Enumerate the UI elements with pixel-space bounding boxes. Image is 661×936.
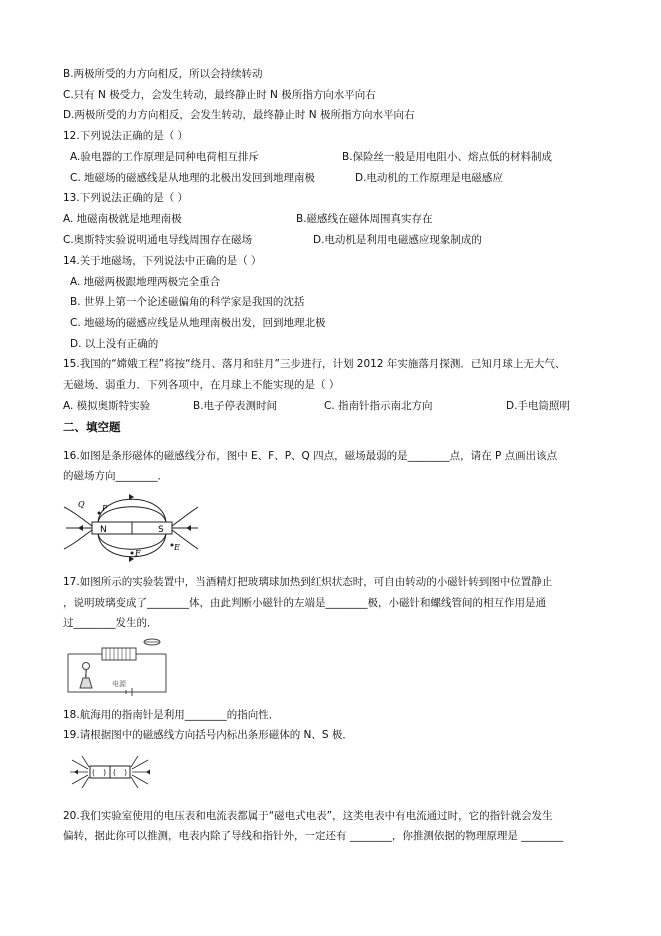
- q15-option-a: A. 模拟奥斯特实验: [63, 400, 151, 412]
- q13-option-b: B.磁感线在磁体周围真实存在: [296, 213, 433, 225]
- q12-row-ab: [70, 150, 630, 164]
- q20-stem-line1: 20.我们实验室使用的电压表和电流表都属于“磁电式电表”，这类电表中有电流通过时，它的指针就会发生: [63, 810, 553, 822]
- magnet-s-label: S: [158, 525, 164, 535]
- q12-option-c: C. 地磁场的磁感线是从地理的北极出发回到地理南极: [70, 172, 316, 184]
- q20-stem-line2: 偏转，据此你可以推测，电表内除了导线和指针外，一定还有 ________，你推测依据的物理原理是 ________: [63, 830, 564, 842]
- q14-option-b: B. 世界上第一个论述磁偏角的科学家是我国的沈括: [70, 296, 305, 308]
- q13-row-cd: [63, 233, 623, 247]
- field-line-bottom-inner: [98, 532, 166, 549]
- q17-stem-line1: 17.如图所示的实验装置中，当酒精灯把玻璃球加热到红炽状态时，可自由转动的小磁针转到图中位置静止: [63, 576, 553, 588]
- q14-option-c: C. 地磁场的磁感应线是从地理南极出发，回到地理北极: [70, 317, 326, 329]
- glass-conductor-experiment-figure: [62, 634, 174, 702]
- q11-option-b: B.两极所受的力方向相反，所以会持续转动: [63, 68, 263, 80]
- point-f-dot: [131, 552, 134, 555]
- bracket-left-close: ): [103, 768, 107, 777]
- field-line-left-down: [64, 530, 92, 549]
- arrow-icon: [74, 770, 78, 775]
- q12-row-cd: [70, 171, 630, 185]
- q12-option-b: B.保险丝一般是用电阻小、熔点低的材料制成: [342, 151, 553, 163]
- q12-option-a: A.验电器的工作原理是同种电荷相互排斥: [70, 151, 259, 163]
- q15-options-row: [63, 399, 623, 413]
- bar-magnet-field-figure: [62, 493, 200, 563]
- point-e-dot: [171, 544, 174, 547]
- q13-option-a: A. 地磁南极就是地理南极: [63, 213, 182, 225]
- q16-stem-line1: 16.如图是条形磁体的磁感线分布，图中 E、F、P、Q 四点，磁场最弱的是________点，请在 P 点画出该点: [63, 450, 558, 462]
- section-heading-fill-in: 二、填空题: [63, 420, 121, 434]
- q15-stem-line1: 15.我国的“嫦娥工程”将按“绕月、落月和驻月”三步进行，计划 2012 年实施落月探测．已知月球上无大气、: [63, 358, 566, 370]
- point-p-dot: [98, 512, 101, 515]
- point-p-label: P: [102, 504, 108, 513]
- bracket-left: (: [92, 768, 96, 777]
- q13-option-c: C.奥斯特实验说明通电导线周围存在磁场: [63, 234, 253, 246]
- q13-stem: 13.下列说法正确的是（ ）: [63, 192, 189, 204]
- q12-option-d: D.电动机的工作原理是电磁感应: [355, 172, 503, 184]
- q19-stem: 19.请根据图中的磁感线方向括号内标出条形磁体的 N、S 极．: [63, 729, 353, 741]
- point-e-label: E: [174, 543, 180, 552]
- q17-stem-line3: 过________发生的．: [63, 617, 158, 629]
- q14-option-d: D. 以上没有正确的: [70, 338, 159, 350]
- bracket-right-close: ): [124, 768, 128, 777]
- bar-magnet-poles-figure: [62, 752, 158, 792]
- arrow-icon: [186, 525, 191, 531]
- field-line-top-inner: [98, 507, 166, 524]
- q14-option-a: A. 地磁两极跟地理两极完全重合: [70, 276, 221, 288]
- solenoid: [102, 648, 136, 660]
- q15-option-c: C. 指南针指示南北方向: [324, 400, 433, 412]
- q18-stem: 18.航海用的指南针是利用________的指向性．: [63, 709, 280, 721]
- q13-option-d: D.电动机是利用电磁感应现象制成的: [313, 234, 482, 246]
- glass-ball: [83, 663, 90, 670]
- alcohol-lamp: [80, 678, 92, 688]
- bracket-right: (: [113, 768, 117, 777]
- magnet-n-label: N: [100, 525, 107, 535]
- q11-option-d: D.两极所受的力方向相反，会发生转动，最终静止时 N 极所指方向水平向右: [63, 109, 415, 121]
- point-f-label: F: [135, 549, 141, 558]
- q17-stem-line2: ，说明玻璃变成了________体，由此判断小磁针的左端是________极，小磁针和螺线管间的相互作用是通: [63, 597, 546, 609]
- arrow-icon: [78, 525, 83, 531]
- q14-stem: 14.关于地磁场，下列说法中正确的是（ ）: [63, 255, 262, 267]
- field-lines-left: [70, 756, 89, 788]
- point-q-label: Q: [78, 500, 85, 509]
- q16-stem-line2: 的磁场方向________．: [63, 470, 168, 482]
- q13-row-ab: [63, 212, 623, 226]
- solenoid-coils: [106, 648, 130, 660]
- q15-option-d: D.手电筒照明: [506, 400, 570, 412]
- q12-stem: 12.下列说法正确的是（ ）: [63, 130, 189, 142]
- field-line-right-up: [172, 507, 198, 526]
- arrow-icon: [146, 770, 150, 775]
- power-supply-label: 电源: [112, 680, 126, 688]
- q15-stem-line2: 无磁场、弱重力．下列各项中，在月球上不能实现的是（ ）: [63, 379, 340, 391]
- field-line-left-up: [64, 507, 92, 526]
- q11-option-c: C.只有 N 极受力，会发生转动，最终静止时 N 极所指方向水平向右: [63, 89, 376, 101]
- q15-option-b: B.电子停表测时间: [193, 400, 278, 412]
